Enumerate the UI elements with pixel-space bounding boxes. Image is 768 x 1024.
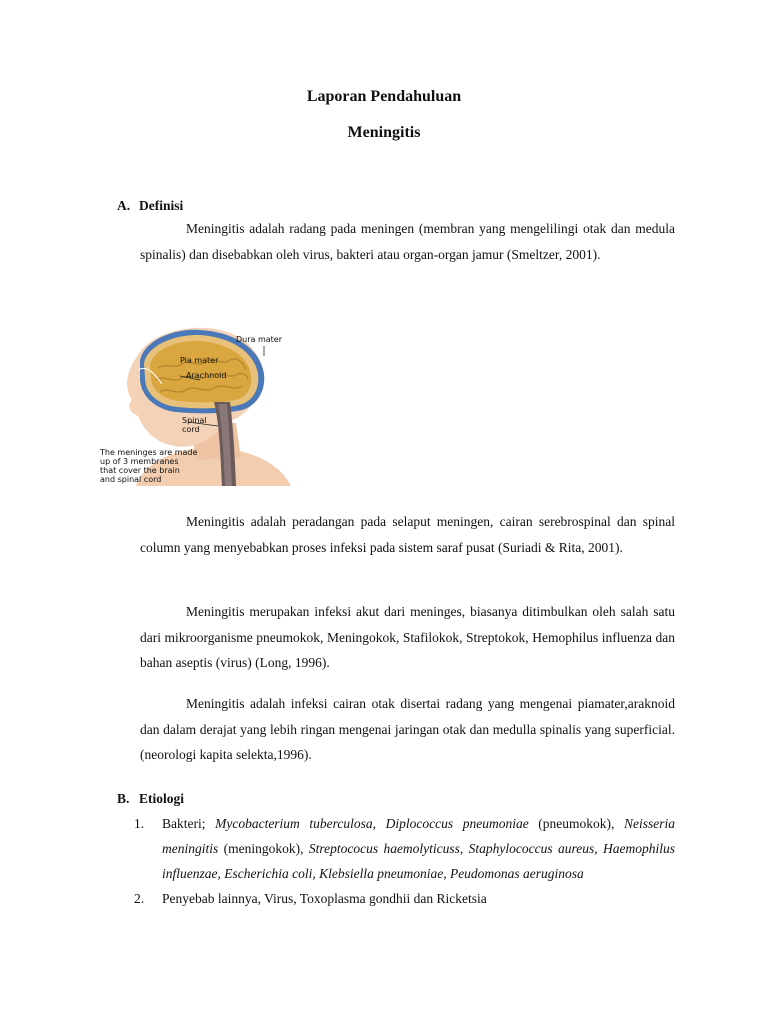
figure-caption: The meninges are made up of 3 membranes that cover the brain and spinal cord [100, 448, 198, 484]
dura-mater-label: Dura mater [236, 335, 283, 344]
section-a-title: Definisi [139, 198, 184, 213]
section-b-title: Etiologi [139, 791, 185, 806]
list-item: 2. Penyebab lainnya, Virus, Toxoplasma gondhii dan Ricketsia [130, 886, 675, 911]
arachnoid-label: Arachnoid [186, 371, 227, 380]
definition-paragraph-3: Meningitis merupakan infeksi akut dari meninges, biasanya ditimbulkan oleh salah satu dari mikroorganisme pneumokok, Meningokok, Stafilokok, Streptokok, Hemophilus influenza dan bahan aseptis (virus) (Long, 1996). [140, 604, 675, 670]
definition-paragraph-1: Meningitis adalah radang pada meningen (membran yang mengelilingi otak dan medula spinalis) dan disebabkan oleh virus, bakteri atau organ-organ jamur (Smeltzer, 2001). [140, 221, 675, 262]
section-a-letter: A. [117, 198, 131, 213]
definition-paragraph-4: Meningitis adalah infeksi cairan otak disertai radang yang mengenai piamater,araknoid dan dalam derajat yang lebih ringan mengenai jaringan otak dan medulla spinalis yang superficial.(neorologi kapita selekta,1996). [140, 696, 675, 762]
spinal-cord-label: Spinal cord [182, 416, 207, 434]
section-a-heading [117, 198, 183, 214]
definition-paragraph-2: Meningitis adalah peradangan pada selaput meningen, cairan serebrospinal dan spinal column yang menyebabkan proses infeksi pada sistem saraf pusat (Suriadi & Rita, 2001). [140, 514, 675, 555]
list-item: 1. Bakteri; Mycobacterium tuberculosa, Diplococcus pneumoniae (pneumokok), Neisseria meningitis (meningokok), Streptococus haemolyticuss, Staphylococcus aureus, Haemophilus influenzae, Escherichia coli, Klebsiella pneumoniae, Peudomonas aeruginosa [130, 811, 675, 886]
document-subtitle: Meningitis [347, 124, 421, 141]
meninges-illustration [96, 318, 301, 486]
etiology-list [130, 811, 675, 911]
list-item-number: 1. [134, 816, 145, 831]
section-b-heading [117, 791, 184, 807]
document-title: Laporan Pendahuluan [306, 88, 462, 105]
list-item-number: 2. [134, 891, 145, 906]
section-b-letter: B. [117, 791, 130, 806]
pia-mater-label: Pia mater [180, 356, 219, 365]
